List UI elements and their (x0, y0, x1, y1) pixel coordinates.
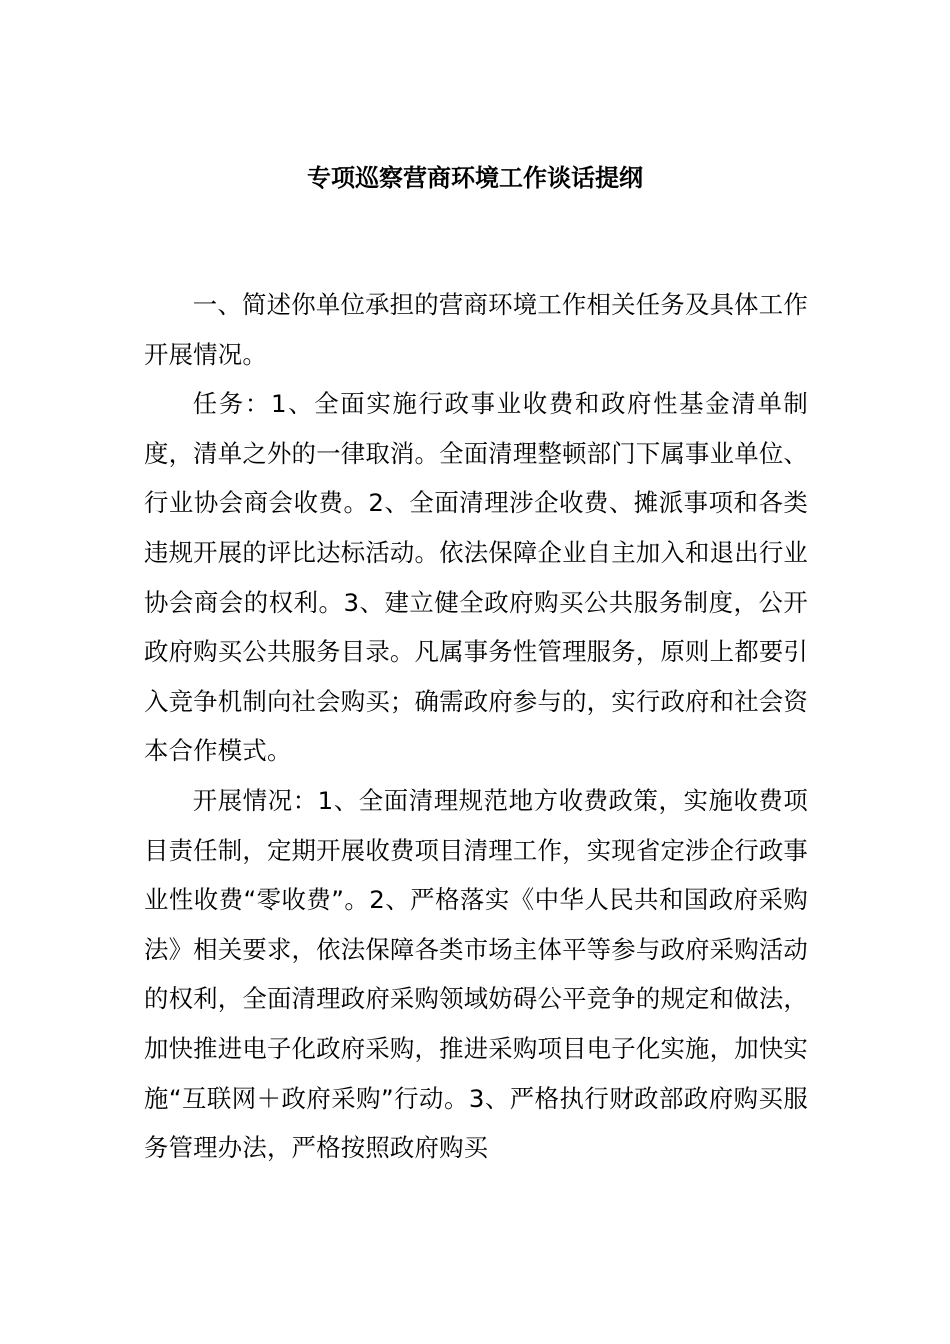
paragraph-progress: 开展情况：1、全面清理规范地方收费政策，实施收费项目责任制，定期开展收费项目清理工作，实现省定涉企行政事业性收费“零收费”。2、严格落实《中华人民共和国政府采购法》相关要求，依法保障各类市场主体平等参与政府采购活动的权利，全面清理政府采购领域妨碍公平竞争的规定和做法，加快推进电子化政府采购，推进采购项目电子化实施，加快实施“互联网＋政府采购”行动。3、严格执行财政部政府购买服务管理办法，严格按照政府购买 (144, 785, 808, 1163)
document-title: 专项巡察营商环境工作谈话提纲 (307, 164, 643, 192)
paragraph-tasks: 任务：1、全面实施行政事业收费和政府性基金清单制度，清单之外的一律取消。全面清理整顿部门下属事业单位、行业协会商会收费。2、全面清理涉企收费、摊派事项和各类违规开展的评比达标活动。依法保障企业自主加入和退出行业协会商会的权利。3、建立健全政府购买公共服务制度，公开政府购买公共服务目录。凡属事务性管理服务，原则上都要引入竞争机制向社会购买；确需政府参与的，实行政府和社会资本合作模式。 (144, 389, 808, 766)
document-body (144, 280, 808, 1173)
paragraph-question-1: 一、简述你单位承担的营商环境工作相关任务及具体工作开展情况。 (144, 290, 808, 369)
